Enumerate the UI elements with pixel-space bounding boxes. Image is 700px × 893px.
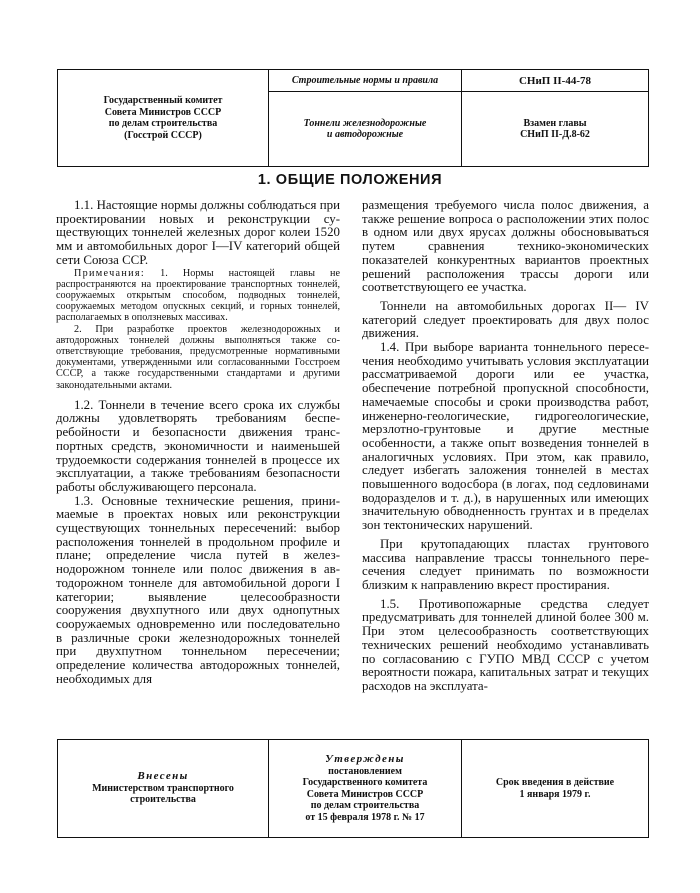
org-line: (Госстрой СССР) [124,129,202,141]
approved-by-line: по делам строительства [310,800,420,811]
effective-date-cell [462,740,648,837]
section-title: 1. ОБЩИЕ ПОЛОЖЕНИЯ [257,172,443,188]
note-1 [56,268,340,324]
norms-label: Строительные нормы и правила [269,70,461,92]
paragraph-1-3: 1.3. Основные технические решения, принимаемые в проектах новых или реконструкции существующих тоннельных пересечений: выбор расположения тоннелей в продольном профиле и плане; определение числа путей в железнодорожном тоннеле или полос движения в автодорожном тоннеле для автомобильной дороги I категории; выявление целесообразности сооружения двухпутного или двух однопутных сооружаемых одновременно или последовательно в различные сроки железнодорожных тоннелей при двухпутном тоннельном пересечении; определение количества автодорожных тоннелей, необходимых для [56,493,340,686]
org-line: по делам строительства [108,118,218,129]
submitted-by-line: Министерством транспортного [92,782,234,794]
document-footer [57,739,649,838]
norms-cell [269,70,462,166]
replaces-note [462,92,648,166]
effective-line: 1 января 1979 г. [519,788,591,800]
paragraph-steep-strata: При крутопадающих пластах грунтового массива направление трассы тоннельного пересечения следует принимать по возможности близким к направлению вкрест простирания. [362,536,649,592]
note-2: 2. При разработке проектов железнодорожных и автодорожных тоннелей должны выполняться также соответствующие требования, предусмотренные нормативными документами, утвержденными или согласованными Госстроем СССР, а также государственными стандартами и другими законодательными актами. [56,323,340,391]
org-line: Совета Министров СССР [104,106,222,118]
submitted-cell [58,740,269,837]
approved-by-line: Государственного комитета [302,777,428,788]
approved-cell [269,740,462,837]
approved-by-line: постановлением [328,765,402,777]
issuing-organization [58,70,269,166]
left-column [56,199,340,687]
title-line: Тоннели железнодорожные [303,117,427,129]
paragraph-1-1: 1.1. Настоящие нормы должны соблюдаться при проектировании новых и реконструкции существующих тоннелей железных дорог колеи 1520 мм и автомобильных дорог I—IV категорий общей сети Союза ССР. [56,198,340,267]
title-line: и автодорожные [326,129,404,140]
approved-label: Утверждены [325,753,405,765]
paragraph-continuation: размещения требуемого числа полос движения, а также решение вопроса о расположении этих полос в одном или двух ярусах должны обосновываться путем сравнения технико-экономических показателей конкурентных вариантов проектных решений расположения трассы дороги или соответствующего ее участка. [362,198,649,295]
document-title [269,92,461,166]
paragraph-road-tunnels: Тоннели на автомобильных дорогах II— IV категорий следует проектировать для двух полос движения. [362,298,649,341]
document-header [57,69,649,167]
paragraph-1-4: 1.4. При выборе варианта тоннельного пересечения необходимо учитывать условия эксплуатации рассматриваемой дороги или ее участка, обеспечение потребной пропускной способности, намечаемые способы и сроки производства работ, инженерно-геологические, гидрогеологические, мерзлотно-грунтовые и другие местные особенности, а также опыт возведения тоннелей в аналогичных условиях. При этом, как правило, следует избегать заложения тоннелей в местах повышенного водосбора (в логах, под седловинами водоразделов и т. д.), в нарушенных или имеющих значительную обводненность грунтах и в пределах зон тектонических нарушений. [362,340,649,533]
org-line: Государственный комитет [103,95,223,106]
right-column [362,199,649,694]
approved-by-line: от 15 февраля 1978 г. № 17 [305,811,425,823]
effective-line: Срок введения в действие [495,777,615,788]
approved-by-line: Совета Министров СССР [306,788,424,800]
submitted-by-line: строительства [130,794,196,806]
note-1-text: 1. Нормы настоящей главы не распространяются на проектирование транспортных тоннелей, сооружаемых открытым способом, подводных тоннелей, сооружаемых методом опускных секций, и горных тоннелей, располагаемых в оползневых массивах. [56,267,341,324]
paragraph-1-2: 1.2. Тоннели в течение всего срока их службы должны удовлетворять требованиям бесперебойности и безопасности движения транспортных средств, экономичности и наименьшей трудоемкости содержания тоннелей в процессе их эксплуатации, а также требованиям безопасности работы обслуживающего персонала. [56,397,340,494]
notes-label: Примечания: [74,267,145,279]
document-code: СНиП II-44-78 [462,70,648,92]
code-cell [462,70,648,166]
replaces-line: СНиП II-Д.8-62 [520,129,590,140]
replaces-line: Взамен главы [523,117,587,129]
paragraph-1-5: 1.5. Противопожарные средства следует предусматривать для тоннелей длиной более 300 м. При этом целесообразность соответствующих технических решений необходимо устанавливать по согласованию с ГУПО МВД СССР с учетом вероятности пожара, капитальных затрат и текущих расходов на эксплуата- [362,596,649,693]
submitted-label: Внесены [137,770,189,783]
